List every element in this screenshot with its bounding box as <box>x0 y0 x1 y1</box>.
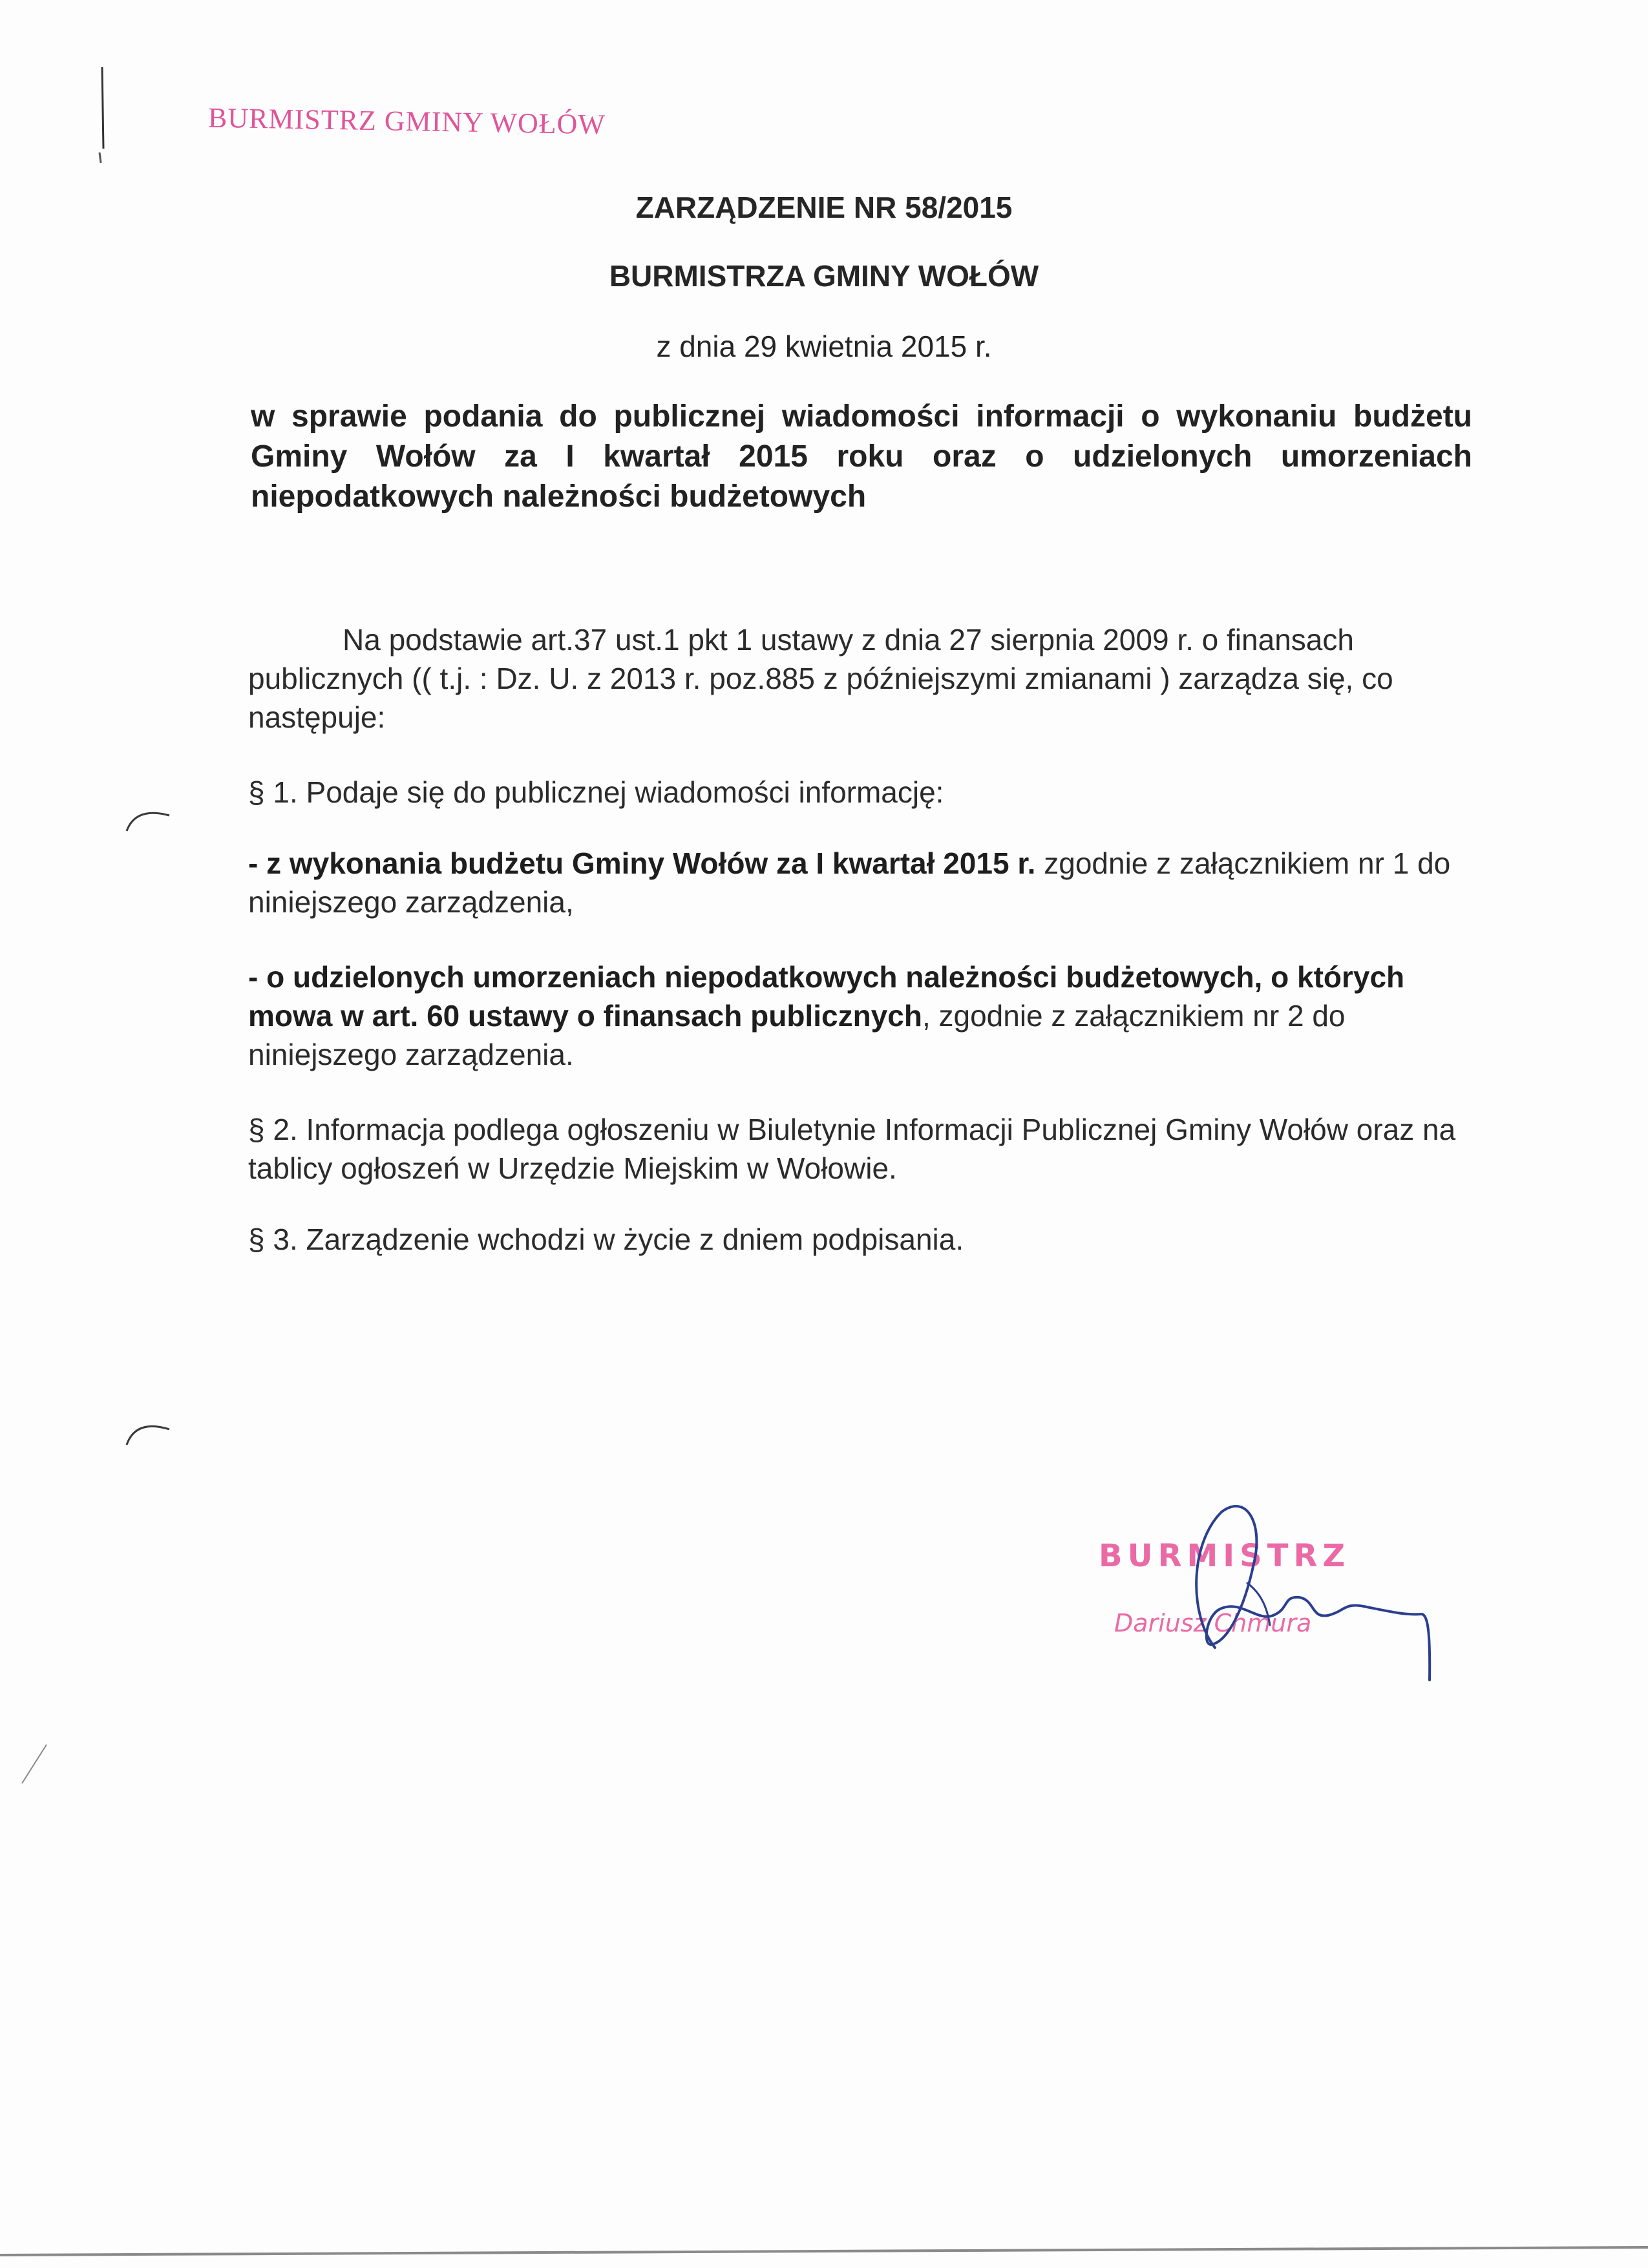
bottom-edge-line <box>0 2247 1648 2255</box>
legal-basis-paragraph: Na podstawie art.37 ust.1 pkt 1 ustawy z dnia 27 sierpnia 2009 r. o finansach publicznych (( t.j. : Dz. U. z 2013 r. poz.885 z późniejszymi zmianami ) zarządza się, co następuje: <box>248 623 1393 734</box>
item-2-text: , zgodnie z załącznikiem nr 2 do niniejszego zarządzenia. <box>248 999 1346 1071</box>
stamp-role: BURMISTRZ <box>1099 1538 1351 1574</box>
punch-hole-mark-lower <box>127 1426 169 1445</box>
issuer-title: BURMISTRZA GMINY WOŁÓW <box>609 259 1039 293</box>
section-1-item-2 <box>248 958 1463 1074</box>
binder-mark <box>102 67 103 149</box>
section-1-heading: § 1. Podaje się do publicznej wiadomości informację: <box>248 775 944 809</box>
item-1-text: zgodnie z załącznikiem nr 1 do niniejszego zarządzenia, <box>248 846 1451 919</box>
section-1-item-1 <box>248 844 1463 921</box>
item-1-bold-text: - z wykonania budżetu Gminy Wołów za I kwartał 2015 r. <box>248 846 1036 880</box>
section-3-paragraph: § 3. Zarządzenie wchodzi w życie z dniem podpisania. <box>248 1223 964 1256</box>
binder-mark-small <box>100 152 101 163</box>
item-2-bold-text: - o udzielonych umorzeniach niepodatkowych należności budżetowych, o których mowa w art. 60 ustawy o finansach publicznych <box>248 960 1405 1033</box>
stamp-name: Dariusz Chmura <box>1114 1609 1312 1637</box>
punch-hole-mark-upper <box>127 813 169 831</box>
order-number-title: ZARZĄDZENIE NR 58/2015 <box>635 191 1013 224</box>
edge-scratch <box>22 1745 47 1783</box>
section-2-paragraph: § 2. Informacja podlega ogłoszeniu w Biuletynie Informacji Publicznej Gminy Wołów oraz na tablicy ogłoszeń w Urzędzie Miejskim w Wołowie. <box>248 1113 1456 1185</box>
document-subject: w sprawie podania do publicznej wiadomości informacji o wykonaniu budżetu Gminy Wołów za I kwartał 2015 roku oraz o udzielonych umorzeniach niepodatkowych należności budżetowych <box>251 399 1472 514</box>
handwritten-signature <box>1150 1486 1461 1693</box>
document-date: z dnia 29 kwietnia 2015 r. <box>656 330 992 363</box>
header-stamp: BURMISTRZ GMINY WOŁÓW <box>207 101 606 141</box>
